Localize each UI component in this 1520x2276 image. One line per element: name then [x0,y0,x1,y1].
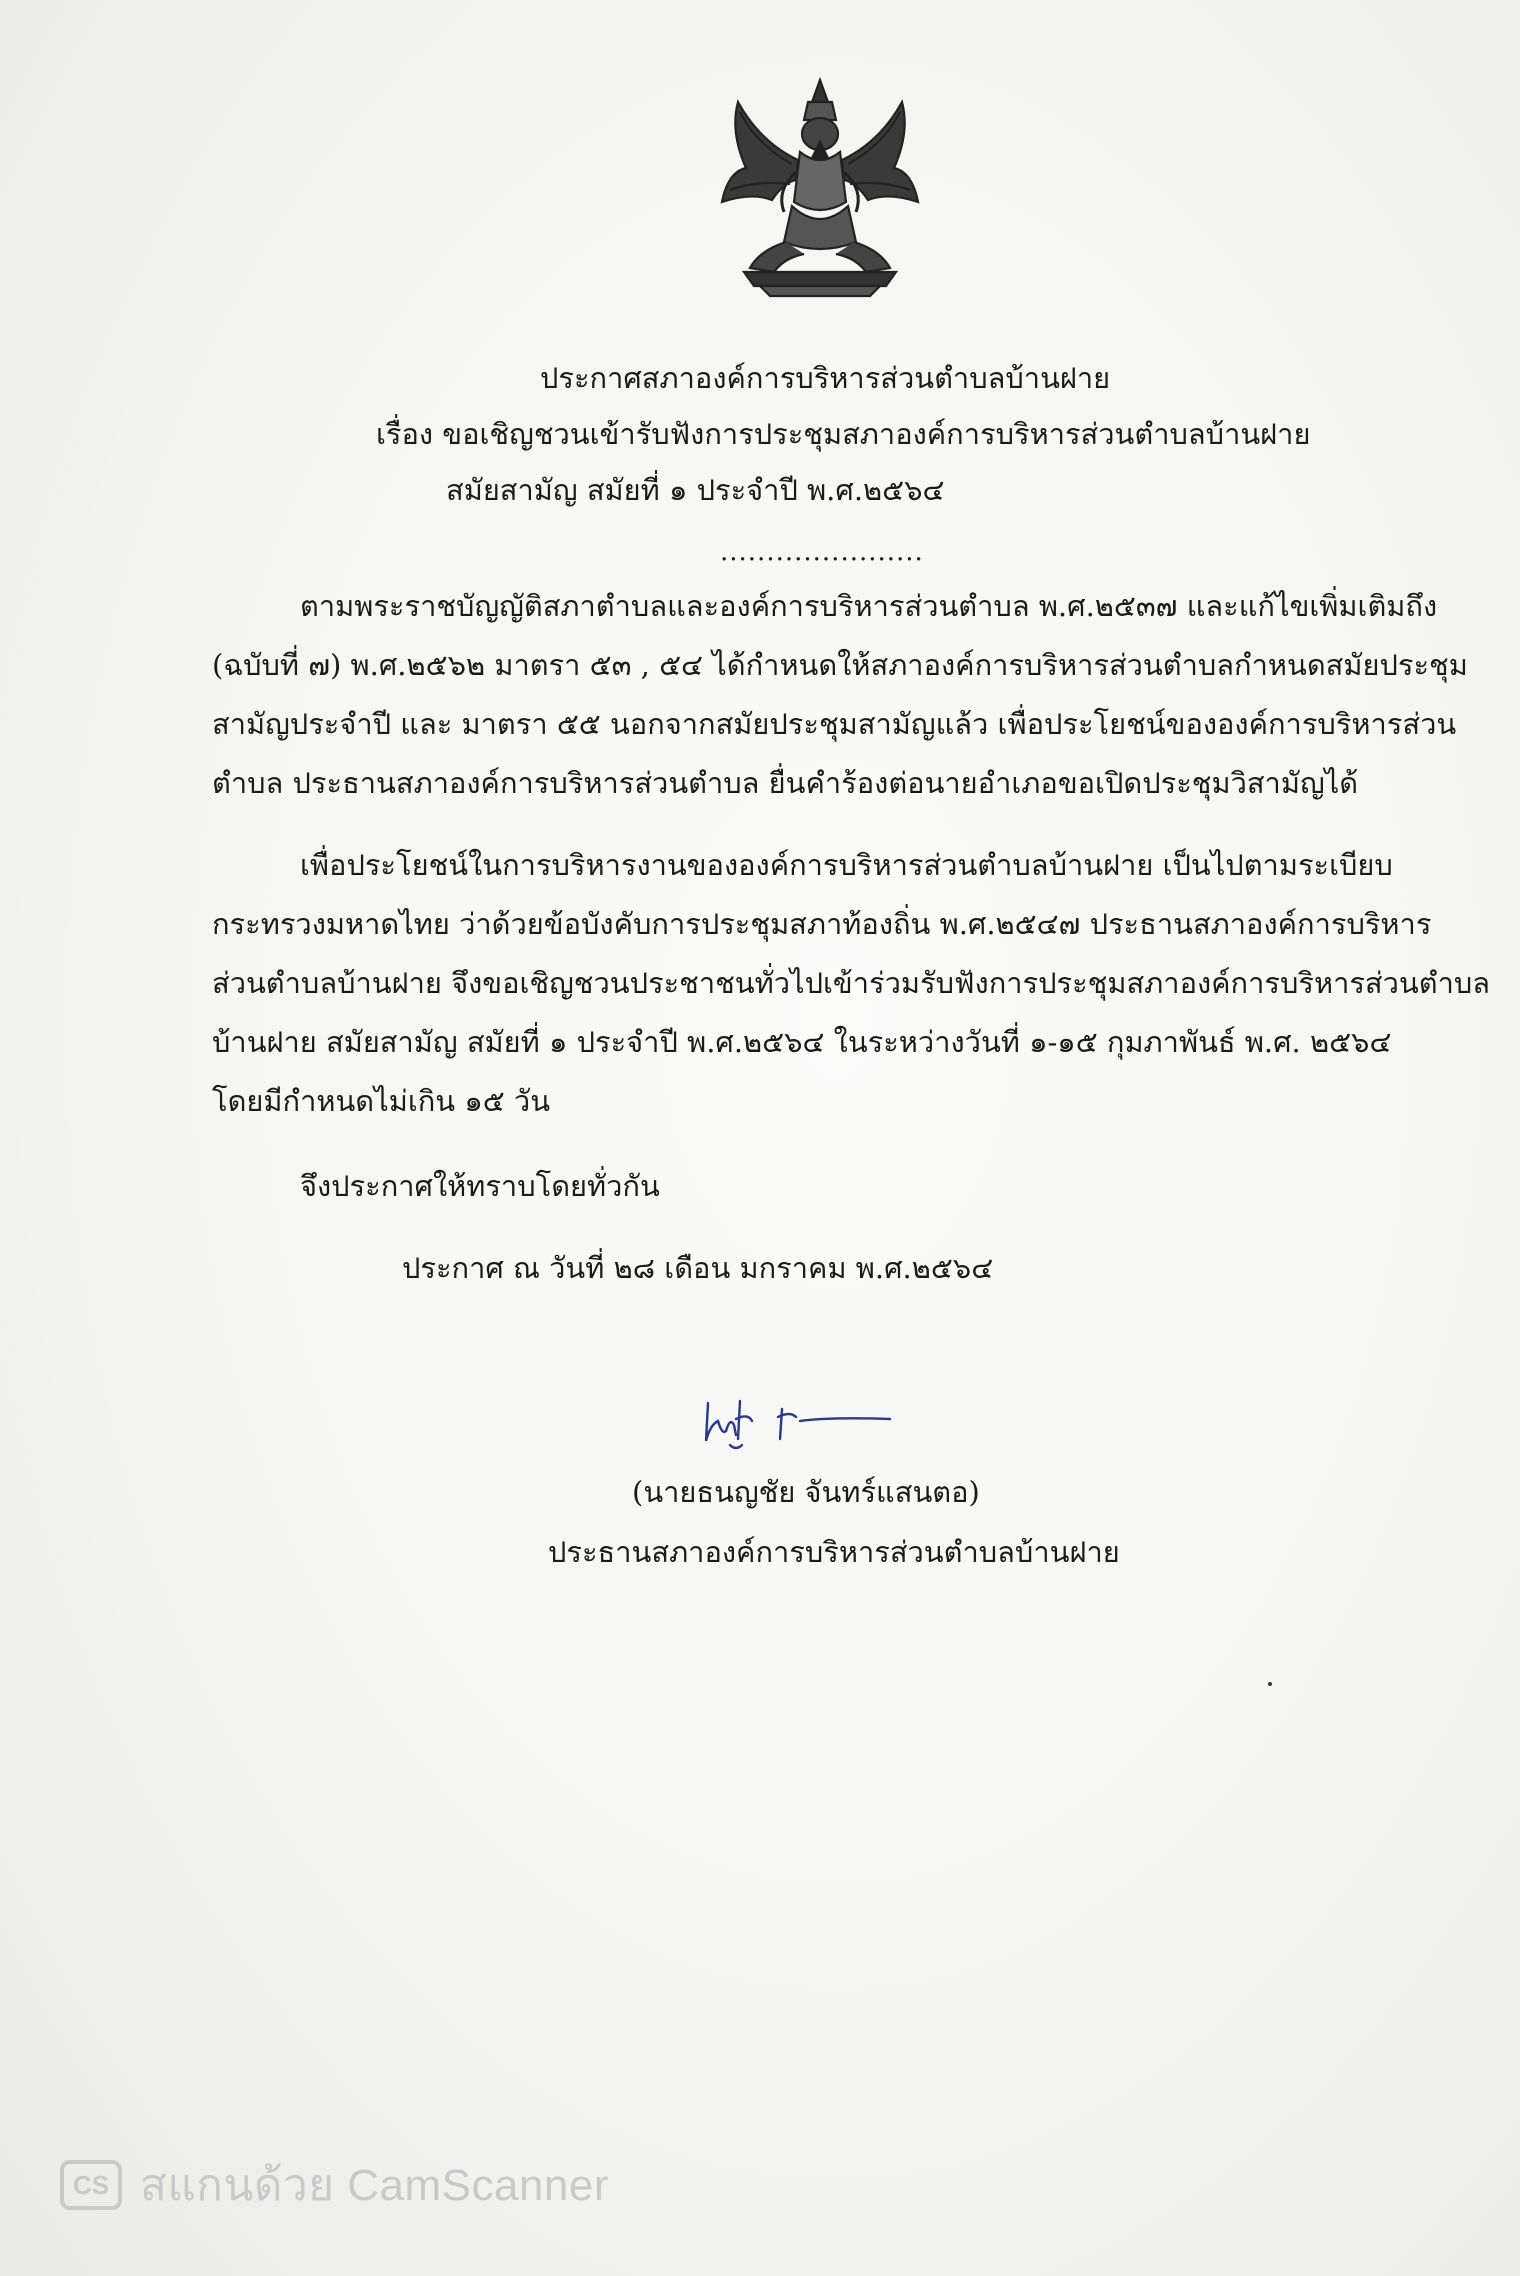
announcement-date: ประกาศ ณ วันที่ ๒๘ เดือน มกราคม พ.ศ.๒๕๖๔ [402,1251,994,1285]
camscanner-watermark [60,2155,609,2215]
subject-line-continued: สมัยสามัญ สมัยที่ ๑ ประจำปี พ.ศ.๒๕๖๔ [446,473,945,507]
handwritten-signature [700,1395,910,1455]
closing-statement: จึงประกาศให้ทราบโดยทั่วกัน [300,1169,660,1203]
signatory-name: (นายธนญชัย จันทร์แสนตอ) [632,1475,980,1509]
camscanner-logo-icon: CS [60,2160,122,2210]
paragraph-line: กระทรวงมหาดไทย ว่าด้วยข้อบังคับการประชุมสภาท้องถิ่น พ.ศ.๒๕๔๗ ประธานสภาองค์การบริหาร [212,907,1432,941]
garuda-emblem-icon [700,72,940,302]
paragraph-line: บ้านฝาย สมัยสามัญ สมัยที่ ๑ ประจำปี พ.ศ.๒๕๖๔ ในระหว่างวันที่ ๑-๑๕ กุมภาพันธ์ พ.ศ. ๒๕๖๔ [212,1025,1392,1059]
paragraph-line: เพื่อประโยชน์ในการบริหารงานขององค์การบริหารส่วนตำบลบ้านฝาย เป็นไปตามระเบียบ [300,848,1393,882]
paragraph-line: ตามพระราชบัญญัติสภาตำบลและองค์การบริหารส่วนตำบล พ.ศ.๒๕๓๗ และแก้ไขเพิ่มเติมถึง [300,589,1438,623]
paragraph-line: (ฉบับที่ ๗) พ.ศ.๒๕๖๒ มาตรา ๕๓ , ๕๔ ได้กำหนดให้สภาองค์การบริหารส่วนตำบลกำหนดสมัยประชุม [212,648,1468,682]
paragraph-line: สามัญประจำปี และ มาตรา ๕๕ นอกจากสมัยประชุมสามัญแล้ว เพื่อประโยชน์ขององค์การบริหารส่วน [212,707,1457,741]
scan-speck [1268,1682,1272,1686]
watermark-text: สแกนด้วย CamScanner [140,2161,610,2210]
dotted-separator: ...................... [720,537,924,567]
announcement-title: ประกาศสภาองค์การบริหารส่วนตำบลบ้านฝาย [540,361,1111,395]
paragraph-line: โดยมีกำหนดไม่เกิน ๑๕ วัน [212,1084,551,1118]
paragraph-line: ส่วนตำบลบ้านฝาย จึงขอเชิญชวนประชาชนทั่วไปเข้าร่วมรับฟังการประชุมสภาองค์การบริหารส่วนตำบล [212,966,1491,1000]
paragraph-line: ตำบล ประธานสภาองค์การบริหารส่วนตำบล ยื่นคำร้องต่อนายอำเภอขอเปิดประชุมวิสามัญได้ [212,766,1359,800]
signatory-position: ประธานสภาองค์การบริหารส่วนตำบลบ้านฝาย [548,1535,1120,1569]
paragraph-2 [212,836,1491,1131]
subject-line: เรื่อง ขอเชิญชวนเข้ารับฟังการประชุมสภาองค์การบริหารส่วนตำบลบ้านฝาย [376,417,1311,451]
paragraph-1 [212,577,1468,813]
